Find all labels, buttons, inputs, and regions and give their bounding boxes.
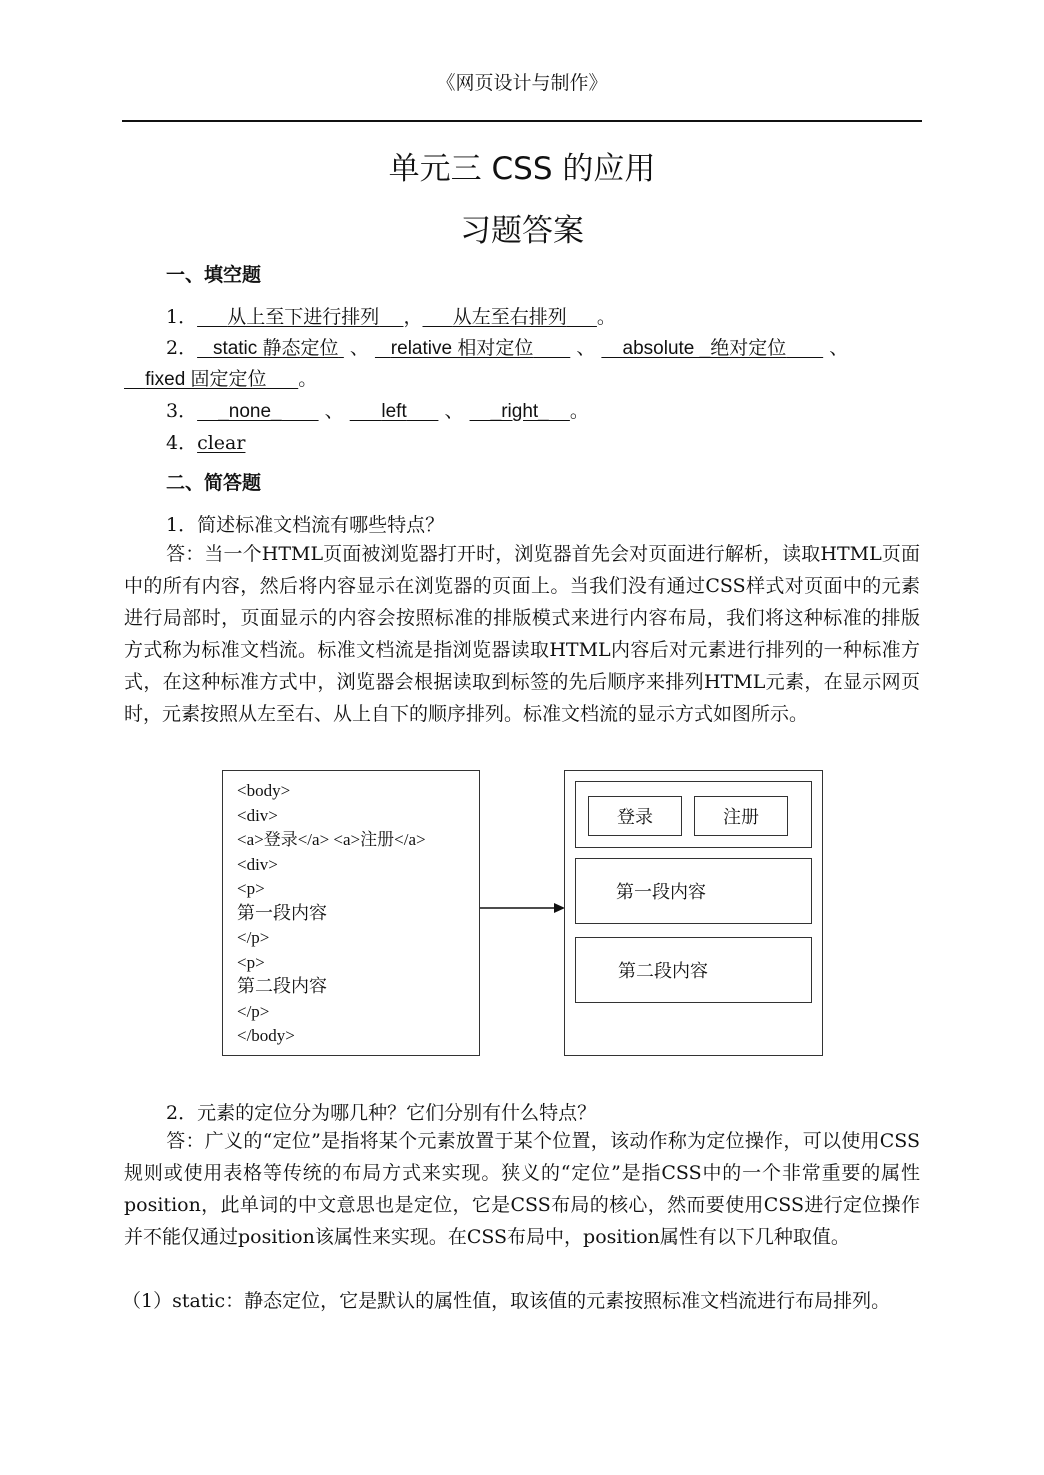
figure-paragraph1-box: 第一段内容 — [575, 858, 812, 924]
q1-answer-a: 从上至下进行排列 — [227, 306, 380, 328]
figure-nav-box — [575, 781, 812, 848]
figure-arrow — [480, 896, 566, 920]
figure-code-line: <div> — [237, 805, 278, 825]
figure-code-line: </body> — [237, 1026, 295, 1045]
fill-q2-line2: fixed 固定定位 。 — [124, 364, 317, 391]
q3-answer-b: left — [381, 401, 407, 422]
q2-number: 2． — [166, 337, 198, 359]
q4-answer-a: clear — [197, 432, 246, 454]
short-q2-question: 2．元素的定位分为哪几种？它们分别有什么特点？ — [166, 1102, 597, 1124]
answer-title: 习题答案 — [460, 213, 584, 249]
figure-code-line: 第二段内容 — [237, 976, 327, 997]
short-q1-answer: 答：当一个HTML页面被浏览器打开时，浏览器首先会对页面进行解析，读取HTML页面中的所有内容，然后将内容显示在浏览器的页面上。当我们没有通过CSS样式对页面中的元素进行局部时，页面显示的内容会按照标准的排版模式来进行内容布局，我们将这种标准的排版方式称为标准文档流。标准文档流是指浏览器读取HTML内容后对元素进行排列的一种标准方式，在这种标准方式中，浏览器会根据读取到标签的先后顺序来排列HTML元素，在显示网页时，元素按照从左至右、从上自下的顺序排列。标准文档流的显示方式如图所示。 — [124, 543, 920, 725]
q2-answer-b: relative 相对定位 — [390, 338, 534, 359]
header-divider — [122, 120, 922, 122]
short-q2-item1: （1）static：静态定位，它是默认的属性值，取该值的元素按照标准文档流进行布局排列。 — [122, 1290, 891, 1312]
figure-code-listing — [237, 779, 426, 1049]
section-fill-blank-heading: 一、填空题 — [166, 264, 262, 286]
figure-register-box: 注册 — [694, 796, 788, 836]
q3-answer-a: _none_ — [218, 401, 282, 422]
figure-code-line: <a>登录</a> <a>注册</a> — [237, 830, 426, 849]
figure-browser-box — [564, 770, 823, 1056]
q3-number: 3． — [166, 400, 198, 422]
figure-paragraph2-box: 第二段内容 — [575, 937, 812, 1003]
q2-answer-a: static 静态定位 — [212, 338, 339, 359]
figure-code-line: <p> — [237, 952, 265, 972]
short-q1-question: 1．简述标准文档流有哪些特点？ — [166, 514, 445, 536]
book-title: 《网页设计与制作》 — [436, 72, 608, 94]
q3-answer-c: _right_ — [490, 401, 549, 422]
figure-code-box — [222, 770, 480, 1056]
figure-code-line: <div> — [237, 854, 278, 874]
q1-answer-b: 从左至右排列 — [452, 306, 567, 328]
q1-number: 1． — [166, 306, 198, 328]
figure-code-line: </p> — [237, 1001, 270, 1021]
figure-code-line: <body> — [237, 781, 291, 800]
short-q2-answer: 答：广义的“定位”是指将某个元素放置于某个位置，该动作称为定位操作，可以使用CSS规则或使用表格等传统的布局方式来实现。狭义的“定位”是指CSS中的一个非常重要的属性position，此单词的中文意思也是定位，它是CSS布局的核心，然而要使用CSS进行定位操作并不能仅通过position该属性来实现。在CSS布局中，position属性有以下几种取值。 — [124, 1130, 920, 1248]
figure-login-box: 登录 — [588, 796, 682, 836]
fill-q2-line1: 2． static 静态定位 、 relative 相对定位 、 absolute _绝对定位 、 — [166, 337, 849, 359]
figure-code-line: <p> — [237, 879, 265, 898]
q2-answer-d: fixed 固定定位 — [145, 369, 267, 390]
figure-code-line: </p> — [237, 928, 270, 947]
q4-number: 4． — [166, 432, 198, 454]
fill-q4 — [166, 428, 245, 455]
fill-q1: 1． 从上至下进行排列 ， 从左至右排列 。 — [166, 306, 616, 328]
q2-answer-c: absolute _绝对定位 — [622, 338, 787, 359]
unit-title: 单元三 CSS 的应用 — [388, 151, 656, 187]
figure-code-line: 第一段内容 — [237, 902, 327, 924]
fill-q3: 3． _none_ 、 left 、 _right_ 。 — [166, 400, 589, 422]
section-short-answer-heading: 二、简答题 — [166, 472, 262, 494]
